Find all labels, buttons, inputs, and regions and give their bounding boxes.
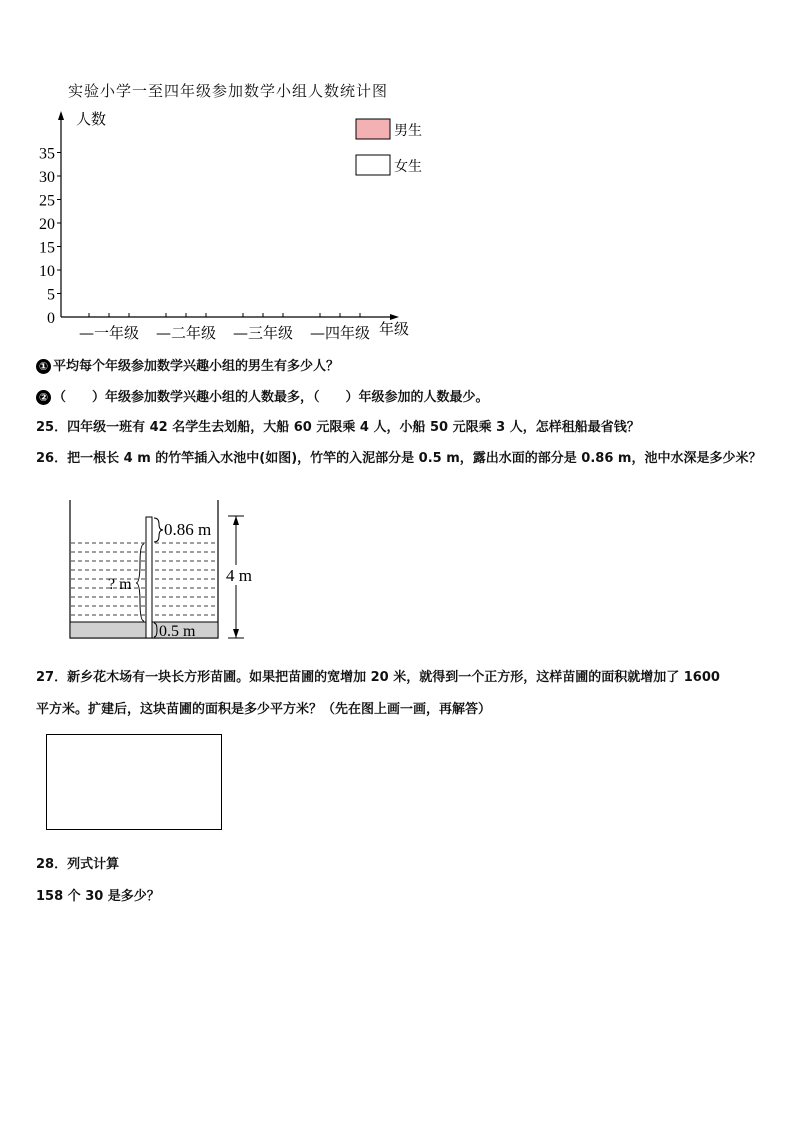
legend bbox=[356, 119, 422, 175]
question-24-2 bbox=[36, 386, 489, 405]
pool-mud bbox=[70, 622, 218, 638]
question-24-2-text: （ ）年级参加数学兴趣小组的人数最多，（ ）年级参加的人数最少。 bbox=[53, 390, 489, 405]
legend-swatch bbox=[356, 119, 390, 139]
y-tick-label: 5 bbox=[47, 286, 55, 304]
label-above: 0.86 m bbox=[164, 520, 212, 539]
x-axis-label: 年级 bbox=[379, 320, 410, 338]
legend-swatch bbox=[356, 155, 390, 175]
y-tick-label: 25 bbox=[39, 192, 55, 210]
y-tick-label: 15 bbox=[39, 239, 55, 257]
x-category-label: —二年级 bbox=[155, 324, 217, 342]
brace-above bbox=[154, 518, 163, 542]
question-28-sub: 158 个 30 是多少？ bbox=[36, 889, 160, 904]
nursery-rectangle bbox=[46, 734, 222, 830]
bar-chart bbox=[30, 105, 450, 345]
y-axis-label: 人数 bbox=[76, 110, 107, 128]
y-tick-label: 20 bbox=[39, 216, 55, 233]
pool-figure bbox=[60, 495, 270, 645]
question-27-line2: 平方米。扩建后，这块苗圃的面积是多少平方米？（先在图上画一画，再解答） bbox=[36, 702, 492, 717]
question-26: 26．把一根长 4 m 的竹竿插入水池中(如图)，竹竿的入泥部分是 0.5 m，露出水面的部分是 0.86 m，池中水深是多少米？ bbox=[36, 451, 762, 466]
y-axis-arrow bbox=[58, 111, 64, 120]
y-tick-label: 30 bbox=[39, 169, 55, 186]
label-water: ? m bbox=[108, 576, 132, 593]
y-tick-label: 0 bbox=[47, 310, 55, 327]
chart-title: 实验小学一至四年级参加数学小组人数统计图 bbox=[68, 82, 389, 100]
x-category-label: —三年级 bbox=[232, 324, 294, 342]
brace-water bbox=[136, 544, 144, 621]
question-28: 28．列式计算 bbox=[36, 857, 120, 872]
bamboo-pole bbox=[146, 517, 152, 638]
question-number-1: ① bbox=[36, 359, 51, 374]
y-tick-label: 35 bbox=[39, 145, 55, 163]
legend-label: 男生 bbox=[394, 123, 422, 139]
label-total: 4 m bbox=[226, 566, 252, 585]
label-mud: 0.5 m bbox=[159, 623, 196, 640]
x-category-label: —一年级 bbox=[78, 324, 140, 342]
y-ticks bbox=[39, 146, 61, 328]
question-24-1 bbox=[36, 355, 339, 374]
question-number-2: ② bbox=[36, 390, 51, 405]
water-lines bbox=[71, 543, 218, 615]
x-category-label: —四年级 bbox=[309, 324, 371, 342]
question-24-1-text: 平均每个年级参加数学兴趣小组的男生有多少人？ bbox=[53, 359, 340, 374]
y-tick-label: 10 bbox=[39, 263, 55, 280]
question-25: 25．四年级一班有 42 名学生去划船，大船 60 元限乘 4 人，小船 50 元限乘 3 人，怎样租船最省钱？ bbox=[36, 420, 640, 435]
question-27-line1: 27．新乡花木场有一块长方形苗圃。如果把苗圃的宽增加 20 米，就得到一个正方形，这样苗圃的面积就增加了 1600 bbox=[36, 670, 720, 685]
legend-label: 女生 bbox=[394, 159, 422, 175]
chart-axes bbox=[58, 110, 409, 338]
